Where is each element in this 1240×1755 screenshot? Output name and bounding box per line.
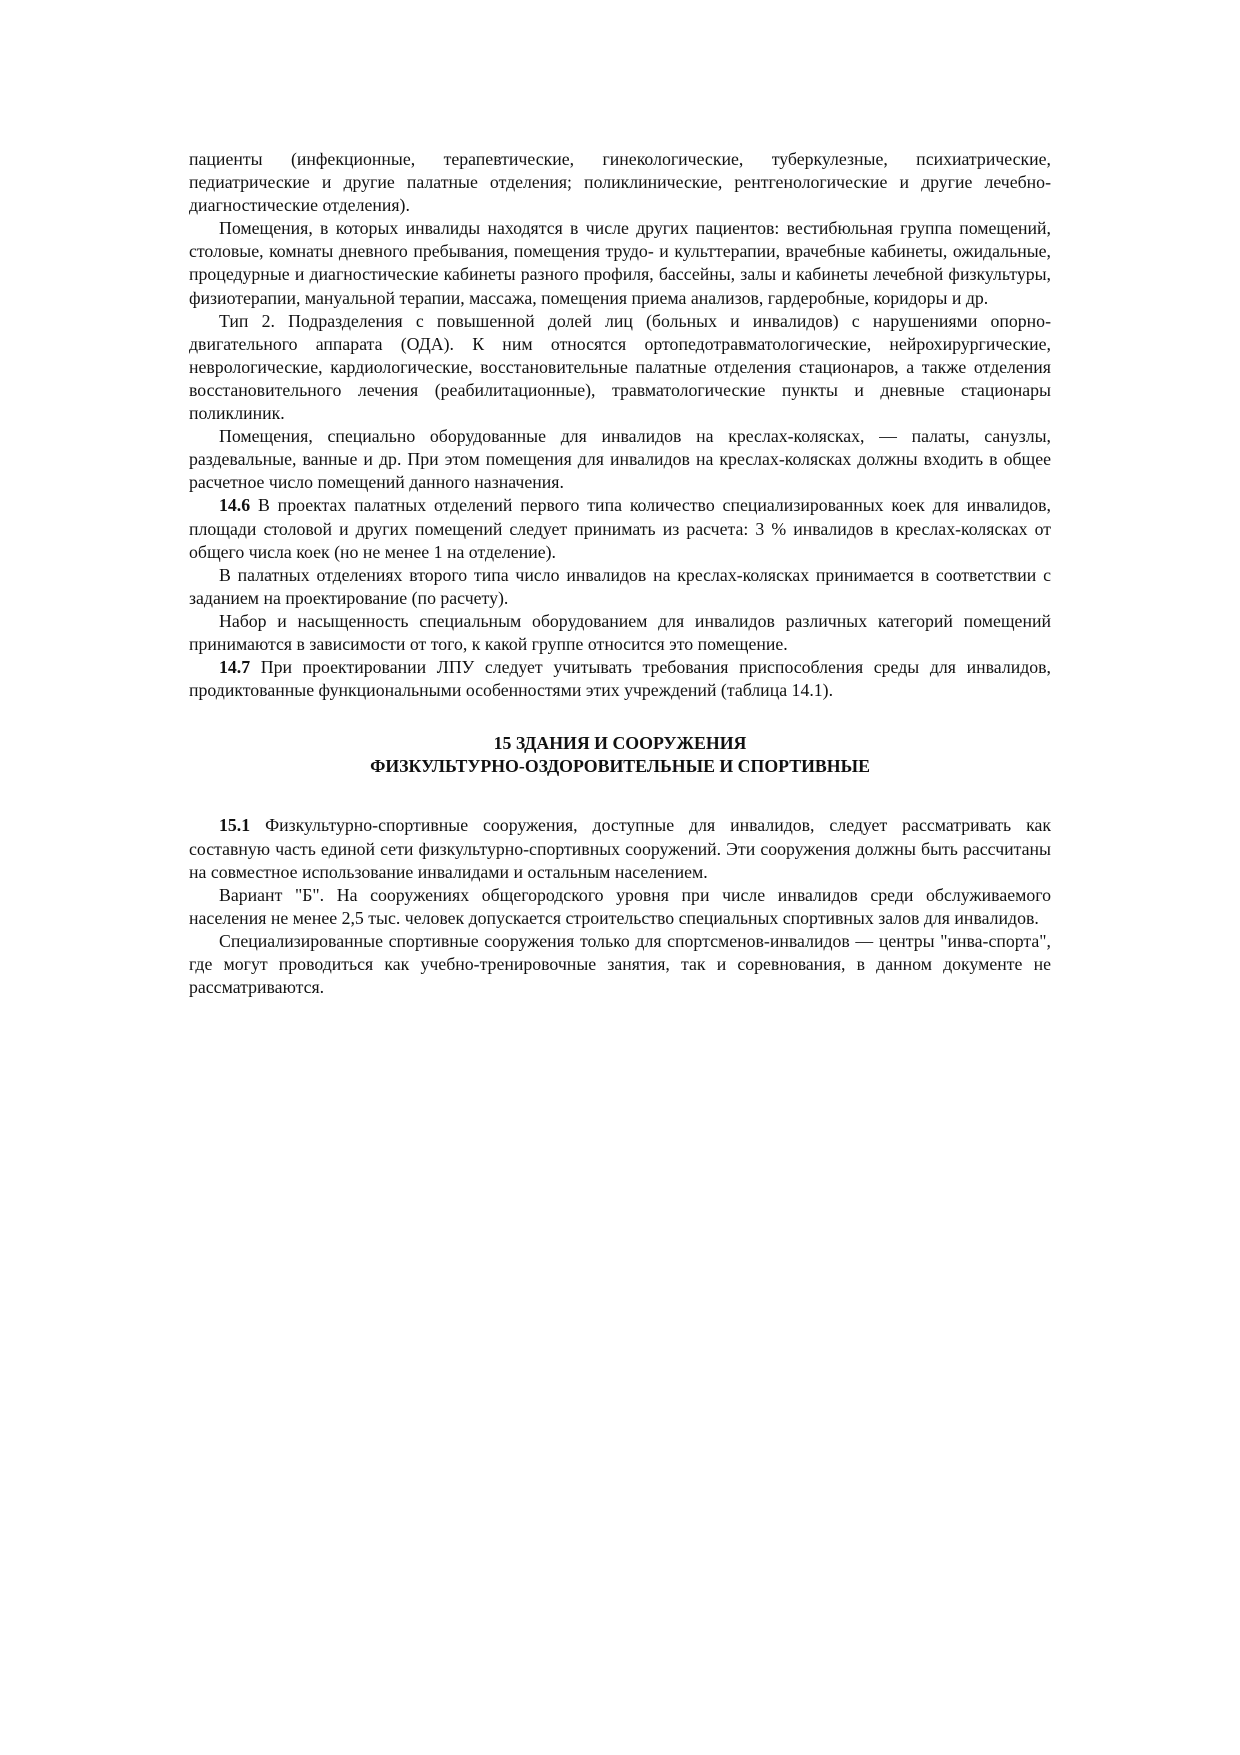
paragraph-text: В проектах палатных отделений первого типа количество специализированных коек для инвалидов, площади столовой и других помещений следует принимать из расчета: 3 % инвалидов в креслах-колясках от общего числа коек (но не менее 1 на отделение). xyxy=(189,495,1051,562)
paragraph-specialized-facilities xyxy=(189,930,1051,999)
document-page xyxy=(189,148,1051,999)
paragraph-text: Помещения, в которых инвалиды находятся в числе других пациентов: вестибюльная группа помещений, столовые, комнаты дневного пребывания, помещения трудо- и культтерапии, врачебные кабинеты, ожидальные, процедурные и диагностические кабинеты разного профиля, бассейны, залы и кабинеты лечебной физкультуры, физиотерапии, мануальной терапии, массажа, помещения приема анализов, гардеробные, коридоры и др. xyxy=(189,218,1051,308)
clause-number: 14.6 xyxy=(219,495,251,516)
paragraph-text: Тип 2. Подразделения с повышенной долей лиц (больных и инвалидов) с нарушениями опорно-двигательного аппарата (ОДА). К ним относятся ортопедотравматологические, нейрохирургические, неврологические, кардиологические, восстановительные палатные отделения стационаров, а также отделения восстановительного лечения (реабилитационные), травматологические пункты и дневные стационары поликлиник. xyxy=(189,310,1051,424)
paragraph-text: Вариант "Б". На сооружениях общегородского уровня при числе инвалидов среди обслуживаемого населения не менее 2,5 тыс. человек допускается строительство специальных спортивных залов для инвалидов. xyxy=(189,884,1051,928)
section-heading-line-1: 15 ЗДАНИЯ И СООРУЖЕНИЯ xyxy=(493,733,747,754)
paragraph-text: Специализированные спортивные сооружения только для спортсменов-инвалидов — центры "инва-спорта", где могут проводиться как учебно-тренировочные занятия, так и соревнования, в данном документе не рассматриваются. xyxy=(189,930,1051,998)
paragraph-14-6 xyxy=(189,494,1051,563)
clause-number: 15.1 xyxy=(219,815,251,836)
section-heading xyxy=(189,732,1051,778)
paragraph-text: Помещения, специально оборудованные для инвалидов на креслах-колясках, — палаты, санузлы, раздевальные, ванные и др. При этом помещения для инвалидов на креслах-колясках должны входить в общее расчетное число помещений данного назначения. xyxy=(189,426,1051,493)
paragraph-patients-continuation xyxy=(189,148,1051,217)
paragraph-text: Физкультурно-спортивные сооружения, доступные для инвалидов, следует рассматривать как составную часть единой сети физкультурно-спортивных сооружений. Эти сооружения должны быть рассчитаны на совместное использование инвалидами и остальным населением. xyxy=(189,815,1051,882)
paragraph-equipment xyxy=(189,610,1051,656)
paragraph-text: В палатных отделениях второго типа число инвалидов на креслах-колясках принимается в соответствии с заданием на проектирование (по расчету). xyxy=(189,564,1051,608)
paragraph-variant-b xyxy=(189,884,1051,930)
paragraph-type-2 xyxy=(189,310,1051,425)
paragraph-shared-rooms xyxy=(189,217,1051,309)
paragraph-wheelchair-rooms xyxy=(189,425,1051,494)
paragraph-text: При проектировании ЛПУ следует учитывать требования приспособления среды для инвалидов, продиктованные функциональными особенностями этих учреждений (таблица 14.1). xyxy=(189,657,1051,701)
section-heading-line-2: ФИЗКУЛЬТУРНО-ОЗДОРОВИТЕЛЬНЫЕ И СПОРТИВНЫЕ xyxy=(370,756,870,777)
paragraph-15-1 xyxy=(189,814,1051,883)
paragraph-second-type-wards xyxy=(189,564,1051,610)
paragraph-text: Набор и насыщенность специальным оборудованием для инвалидов различных категорий помещений принимаются в зависимости от того, к какой группе относится это помещение. xyxy=(189,610,1051,654)
paragraph-text: пациенты (инфекционные, терапевтические, гинекологические, туберкулезные, психиатрические, педиатрические и другие палатные отделения; поликлинические, рентгенологические и другие лечебно-диагностические отделения). xyxy=(189,149,1051,216)
paragraph-14-7 xyxy=(189,656,1051,702)
clause-number: 14.7 xyxy=(219,657,251,678)
